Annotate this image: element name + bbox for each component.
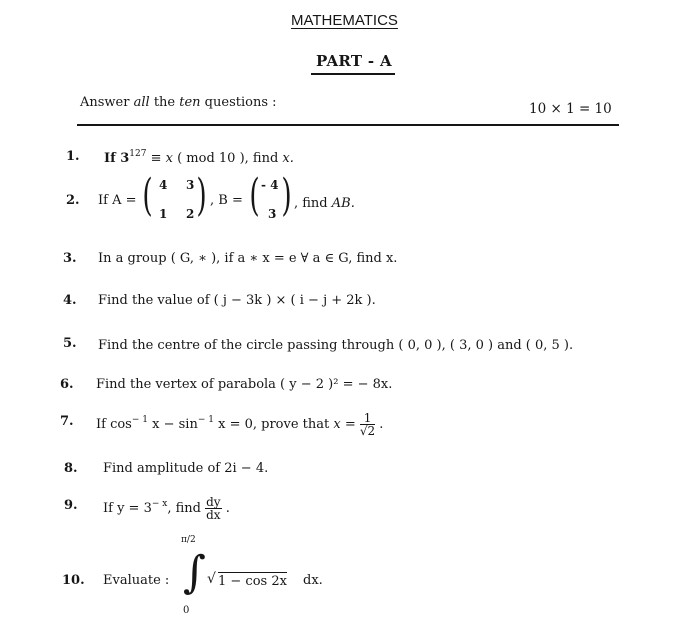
q1-text-a: If 3 (104, 151, 130, 166)
q10-integrand: 1 − cos 2x (218, 574, 287, 589)
q9-numerator: dy (206, 495, 221, 509)
q7-sup1: − 1 (131, 415, 148, 425)
question-number-10: 10. (62, 573, 85, 588)
marks-allocation: 10 × 1 = 10 (529, 101, 612, 117)
question-6: Find the vertex of parabola ( y − 2 )² = − 8x. (96, 377, 393, 392)
matrix-a-cell: 4 (159, 178, 168, 192)
question-number-8: 8. (64, 461, 78, 476)
sqrt-icon: √ (207, 571, 216, 587)
q1-text-c: ( mod 10 ), find (172, 151, 283, 166)
integral-lower-limit: 0 (183, 605, 190, 616)
question-number-9: 9. (64, 498, 78, 513)
question-8: Find amplitude of 2i − 4. (103, 461, 269, 476)
instruction (80, 95, 277, 110)
q2-text-c (294, 196, 355, 211)
question-number-1: 1. (66, 149, 80, 164)
question-number-4: 4. (63, 293, 77, 308)
integral-upper-limit: π/2 (181, 535, 196, 545)
part-underline (311, 73, 395, 75)
question-number-6: 6. (60, 377, 74, 392)
q7-text-a: If cos (96, 417, 132, 432)
q9-text-b: , find (167, 501, 206, 516)
q2-ab: AB. (331, 196, 355, 211)
matrix-a: ( 4 3 1 2 ) (142, 170, 207, 221)
q7-denominator: √2 (359, 424, 376, 438)
matrix-a-cell: 1 (159, 207, 168, 221)
question-4: Find the value of ( j − 3k ) × ( i − j + 2k ). (98, 293, 376, 308)
instruction-ten: ten (179, 95, 201, 110)
matrix-b: ( - 4 3 ) (249, 170, 292, 221)
q10-evaluate: Evaluate : (103, 573, 170, 588)
q9-text-c: . (221, 501, 230, 516)
q7-text-c: x = 0, prove that (213, 417, 334, 432)
instruction-mid: the (149, 95, 180, 110)
q2-find: , find (294, 196, 332, 211)
q1-exponent: 127 (129, 149, 147, 159)
question-number-7: 7. (60, 414, 74, 429)
q10-dx: dx. (303, 573, 323, 588)
q7-text-d: x = (333, 417, 356, 432)
q7-sup2: − 1 (197, 415, 214, 425)
question-5: Find the centre of the circle passing through ( 0, 0 ), ( 3, 0 ) and ( 0, 5 ). (98, 338, 574, 353)
matrix-a-cell: 2 (186, 207, 195, 221)
instruction-all: all (133, 95, 150, 110)
q7-numerator: 1 (360, 412, 375, 425)
q7-text-e: . (375, 417, 384, 432)
q7-text-b: x − sin (148, 417, 198, 432)
question-1 (104, 149, 294, 166)
q2-text-b: , B = (210, 193, 243, 208)
matrix-b-cell: - 4 (261, 178, 279, 192)
q7-fraction (360, 412, 375, 437)
subject-title: MATHEMATICS (291, 12, 398, 29)
q1-text-b: ≡ (146, 151, 166, 166)
question-number-5: 5. (63, 336, 77, 351)
q2-text-a: If A = (98, 193, 137, 208)
part-heading: PART - A (316, 52, 392, 70)
question-3: In a group ( G, ∗ ), if a ∗ x = e ∀ a ∈ G, find x. (98, 251, 398, 266)
matrix-b-cell: 3 (268, 207, 277, 221)
question-7 (96, 412, 383, 437)
q1-var: x (165, 151, 173, 166)
q1-text-d: x. (282, 151, 294, 166)
instruction-prefix: Answer (80, 95, 134, 110)
question-9 (103, 496, 230, 521)
instruction-suffix: questions : (200, 95, 277, 110)
integral-sign-icon: ∫ (183, 547, 206, 598)
q9-exponent: − x (151, 499, 168, 509)
q9-denominator: dx (206, 508, 221, 522)
q9-derivative (205, 496, 221, 521)
matrix-a-cell: 3 (186, 178, 195, 192)
question-number-2: 2. (66, 193, 80, 208)
question-number-3: 3. (63, 251, 77, 266)
q9-text-a: If y = 3 (103, 501, 152, 516)
header-rule (77, 124, 619, 126)
